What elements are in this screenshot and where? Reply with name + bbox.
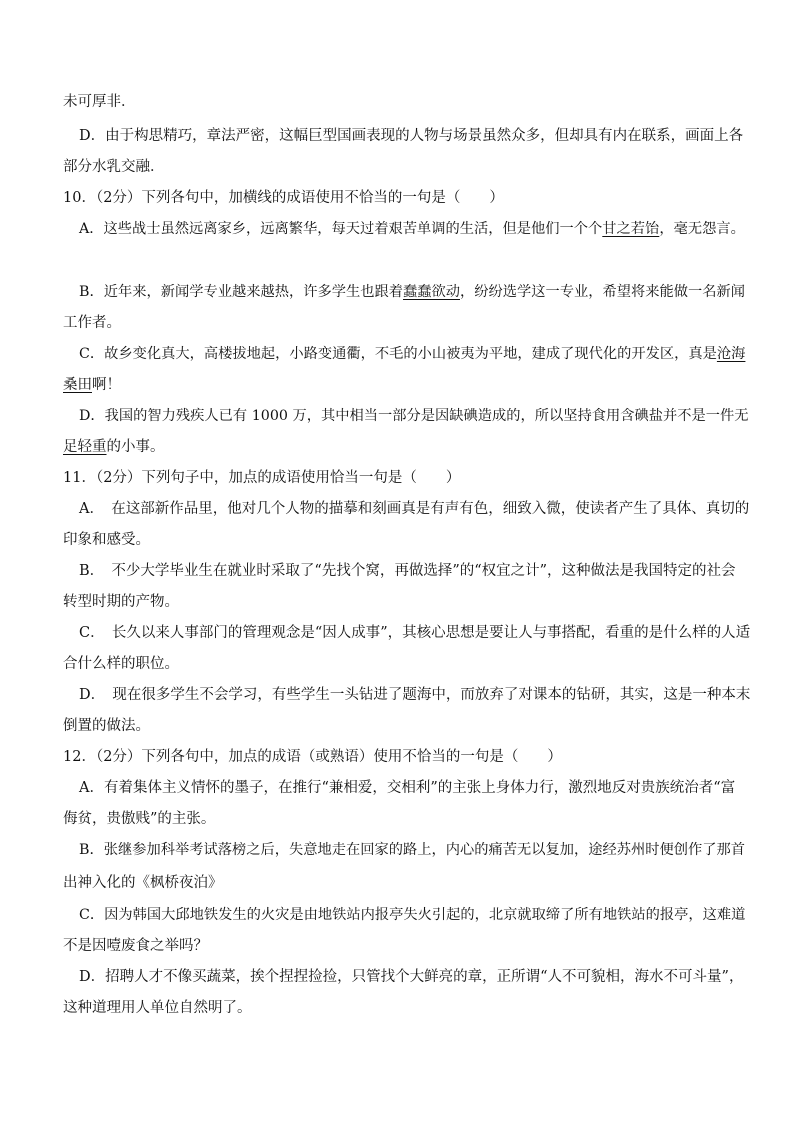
- q12-option-a-line1: A．有着集体主义情怀的墨子，在推行“兼相爱，交相利”的主张上身体力行，激烈地反对贵族统治者“富: [79, 780, 736, 796]
- q12-option-d-line2: 这种道理用人单位自然明了。: [63, 1000, 252, 1016]
- q11-option-d-line2: 倒置的做法。: [63, 718, 150, 734]
- q10-option-b-line1: [79, 282, 745, 302]
- q10-c-underlined-idiom-part2: 桑田: [63, 377, 92, 393]
- q10-option-b-line2: 工作者。: [63, 315, 121, 331]
- q11-option-b-line2: 转型时期的产物。: [63, 594, 179, 610]
- q10-option-d-line2: [63, 437, 165, 457]
- q10-a-underlined-idiom: 甘之若饴: [602, 221, 660, 237]
- q10-option-d-line1: D．我国的智力残疾人已有 1000 万，其中相当一部分是因缺碘造成的，所以坚持食用含碘盐并不是一件无: [79, 408, 749, 424]
- q11-option-d-line1: D． 现在很多学生不会学习，有些学生一头钻进了题海中，而放弃了对课本的钻研，其实，这是一种本末: [79, 687, 751, 703]
- q9-option-d-line2: 部分水乳交融．: [63, 159, 165, 175]
- q11-option-a-line2: 印象和感受。: [63, 532, 150, 548]
- q12-option-b-line1: B．张继参加科举考试落榜之后，失意地走在回家的路上，内心的痛苦无以复加，途经苏州时便创作了那首: [79, 842, 745, 858]
- q10-a-tail: ，毫无怨言。: [659, 221, 745, 237]
- q10-b-tail: ，纷纷选学这一专业，希望将来能做一名新闻: [460, 284, 746, 300]
- q10-option-a: [79, 219, 745, 239]
- q9-option-d-line1: D．由于构思精巧，章法严密，这幅巨型国画表现的人物与场景虽然众多，但却具有内在联系，画面上各: [79, 128, 744, 144]
- q10-b-text: B．近年来，新闻学专业越来越热，许多学生也跟着: [79, 284, 403, 300]
- q10-a-text: A．这些战士虽然远离家乡，远离繁华，每天过着艰苦单调的生活，但是他们一个个: [79, 221, 603, 237]
- q11-option-c-line1: C． 长久以来人事部门的管理观念是“因人成事”，其核心思想是要让人与事搭配，看重的是什么样的人适: [79, 625, 751, 641]
- q12-stem: 12．（2分）下列各句中，加点的成语（或熟语）使用不恰当的一句是（ ）: [63, 749, 562, 765]
- q11-option-a-line1: A． 在这部新作品里，他对几个人物的描摹和刻画真是有声有色，细致入微，使读者产生了具体、真切的: [79, 501, 750, 517]
- q10-option-c-line2: [63, 375, 121, 395]
- q11-option-b-line1: B． 不少大学毕业生在就业时采取了“先找个窝，再做选择”的“权宜之计”，这种做法是我国特定的社会: [79, 563, 736, 579]
- q10-b-underlined-idiom: 蠢蠢欲动: [402, 284, 460, 300]
- q12-option-d-line1: D．招聘人才不像买蔬菜，挨个捏捏捡捡，只管找个大鲜亮的章，正所谓“人不可貌相，海水不可斗量”，: [79, 969, 744, 985]
- q10-c-tail: 啊！: [92, 377, 121, 393]
- q12-option-c-line2: 不是因噎废食之举吗？: [63, 938, 208, 954]
- q10-d-underlined-idiom: 足轻重: [63, 439, 107, 455]
- q10-d-tail: 的小事。: [106, 439, 165, 455]
- q12-option-a-line2: 侮贫，贵傲贱”的主张。: [63, 811, 216, 827]
- q10-option-c-line1: [79, 344, 745, 364]
- q10-c-text: C．故乡变化真大，高楼拔地起，小路变通衢，不毛的小山被夷为平地，建成了现代化的开发区，真是: [79, 346, 717, 362]
- q10-c-underlined-idiom-part1: 沧海: [716, 346, 746, 362]
- q9-option-c-tail: 未可厚非．: [63, 94, 136, 110]
- q11-stem: 11．（2分）下列句子中，加点的成语使用恰当一句是（ ）: [63, 470, 461, 486]
- q11-option-c-line2: 合什么样的职位。: [63, 656, 179, 672]
- q12-option-b-line2: 出神入化的《枫桥夜泊》: [63, 875, 223, 891]
- q12-option-c-line1: C．因为韩国大邱地铁发生的火灾是由地铁站内报亭失火引起的，北京就取缔了所有地铁站的报亭，这难道: [79, 907, 746, 923]
- q10-stem: 10．（2分）下列各句中，加横线的成语使用不恰当的一句是（ ）: [63, 190, 504, 206]
